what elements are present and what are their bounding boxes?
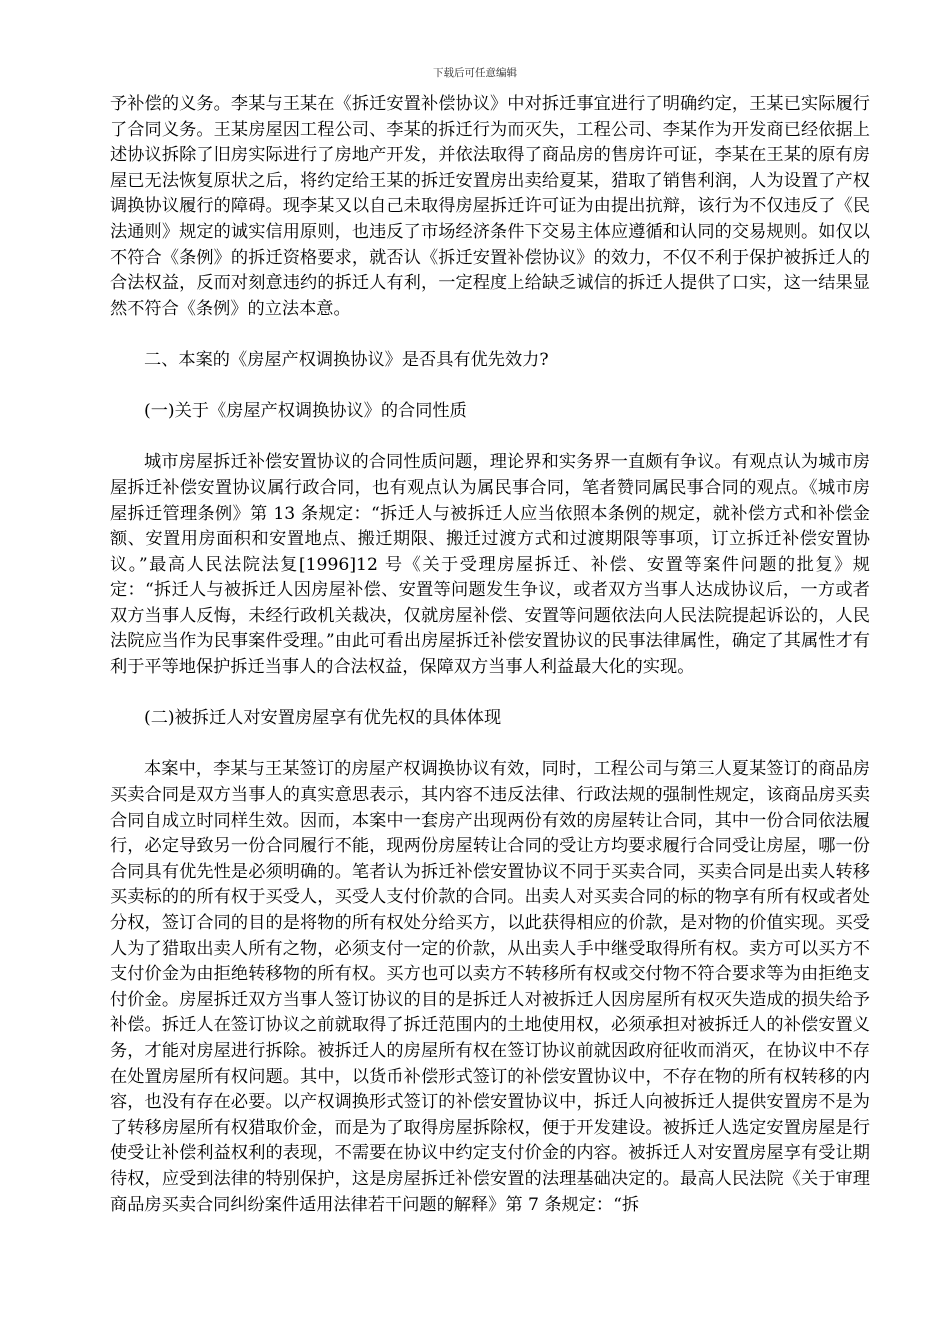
page-header: 下载后可任意编辑 [433,67,517,79]
paragraph-priority-right: 本案中，李某与王某签订的房屋产权调换协议有效，同时，工程公司与第三人夏某签订的商品房买卖合同是双方当事人的真实意思表示，其内容不违反法律、行政法规的强制性规定，该商品房买卖合同自成立时同样生效。因而，本案中一套房产出现两份有效的房屋转让合同，其中一份合同依法履行，必定导致另一份合同履行不能，现两份房屋转让合同的受让方均要求履行合同受让房屋，哪一份合同具有优先性是必须明确的。笔者认为拆迁补偿安置协议不同于买卖合同，买卖合同是出卖人转移买卖标的的所有权于买受人，买受人支付价款的合同。出卖人对买卖合同的标的物享有所有权或者处分权，签订合同的目的是将物的所有权处分给买方，以此获得相应的价款，是对物的价值实现。买受人为了猎取出卖人所有之物，必须支付一定的价款，从出卖人手中继受取得所有权。卖方可以买方不支付价金为由拒绝转移物的所有权。买方也可以卖方不转移所有权或交付物不符合要求等为由拒绝支付价金。房屋拆迁双方当事人签订协议的目的是拆迁人对被拆迁人因房屋所有权灭失造成的损失给予补偿。拆迁人在签订协议之前就取得了拆迁范围内的土地使用权，必须承担对被拆迁人的补偿安置义务，才能对房屋进行拆除。被拆迁人的房屋所有权在签订协议前就因政府征收而消灭，在协议中不存在处置房屋所有权问题。其中，以货币补偿形式签订的补偿安置协议中，不存在物的所有权转移的内容，也没有存在必要。以产权调换形式签订的补偿安置协议中，拆迁人向被拆迁人提供安置房不是为了转移房屋所有权猎取价金，而是为了取得房屋拆除权，便于开发建设。被拆迁人选定安置房屋是行使受让补偿利益权利的表现，不需要在协议中约定支付价金的内容。被拆迁人对安置房屋享有受让期待权，应受到法律的特别保护，这是房屋拆迁补偿安置的法理基础决定的。最高人民法院《关于审理商品房买卖合同纠纷案件适用法律若干问题的解释》第 7 条规定：“拆 [110,759,870,1215]
subsection-heading-2-2: (二)被拆迁人对安置房屋享有优先权的具体体现 [144,708,502,729]
section-heading-2: 二、本案的《房屋产权调换协议》是否具有优先效力? [144,349,549,370]
paragraph-gap [110,681,870,707]
paragraph-gap [110,732,870,758]
paragraph-gap [110,374,870,400]
paragraph-continuation: 予补偿的义务。李某与王某在《拆迁安置补偿协议》中对拆迁事宜进行了明确约定，王某已实际履行了合同义务。王某房屋因工程公司、李某的拆迁行为而灭失，工程公司、李某作为开发商已经依据上述协议拆除了旧房实际进行了房地产开发，并依法取得了商品房的售房许可证，李某在王某的原有房屋已无法恢复原状之后，将约定给王某的拆迁安置房出卖给夏某，猎取了销售利润，人为设置了产权调换协议履行的障碍。现李某又以自己未取得房屋拆迁许可证为由提出抗辩，该行为不仅违反了《民法通则》规定的诚实信用原则，也违反了市场经济条件下交易主体应遵循和认同的交易规则。如仅以不符合《条例》的拆迁资格要求，就否认《拆迁安置补偿协议》的效力，不仅不利于保护被拆迁人的合法权益，反而对刻意违约的拆迁人有利，一定程度上给缺乏诚信的拆迁人提供了口实，这一结果显然不符合《条例》的立法本意。 [110,94,870,319]
subsection-heading-2-1: (一)关于《房屋产权调换协议》的合同性质 [144,401,467,422]
paragraph-gap [110,322,870,348]
paragraph-gap [110,425,870,451]
document-body [110,92,870,1218]
paragraph-contract-nature: 城市房屋拆迁补偿安置协议的合同性质问题，理论界和实务界一直颇有争议。有观点认为城市房屋拆迁补偿安置协议属行政合同，也有观点认为属民事合同，笔者赞同属民事合同的观点。《城市房屋拆迁管理条例》第 13 条规定：“拆迁人与被拆迁人应当依照本条例的规定，就补偿方式和补偿金额、安置用房面积和安置地点、搬迁期限、搬迁过渡方式和过渡期限等事项，订立拆迁补偿安置协议。”最高人民法院法复[1996]12 号《关于受理房屋拆迁、补偿、安置等案件问题的批复》规定：“拆迁人与被拆迁人因房屋补偿、安置等问题发生争议，或者双方当事人达成协议后，一方或者双方当事人反悔，未经行政机关裁决，仅就房屋补偿、安置等问题依法向人民法院提起诉讼的，人民法院应当作为民事案件受理。”由此可看出房屋拆迁补偿安置协议的民事法律属性，确定了其属性才有利于平等地保护拆迁当事人的合法权益，保障双方当事人利益最大化的实现。 [110,452,870,678]
